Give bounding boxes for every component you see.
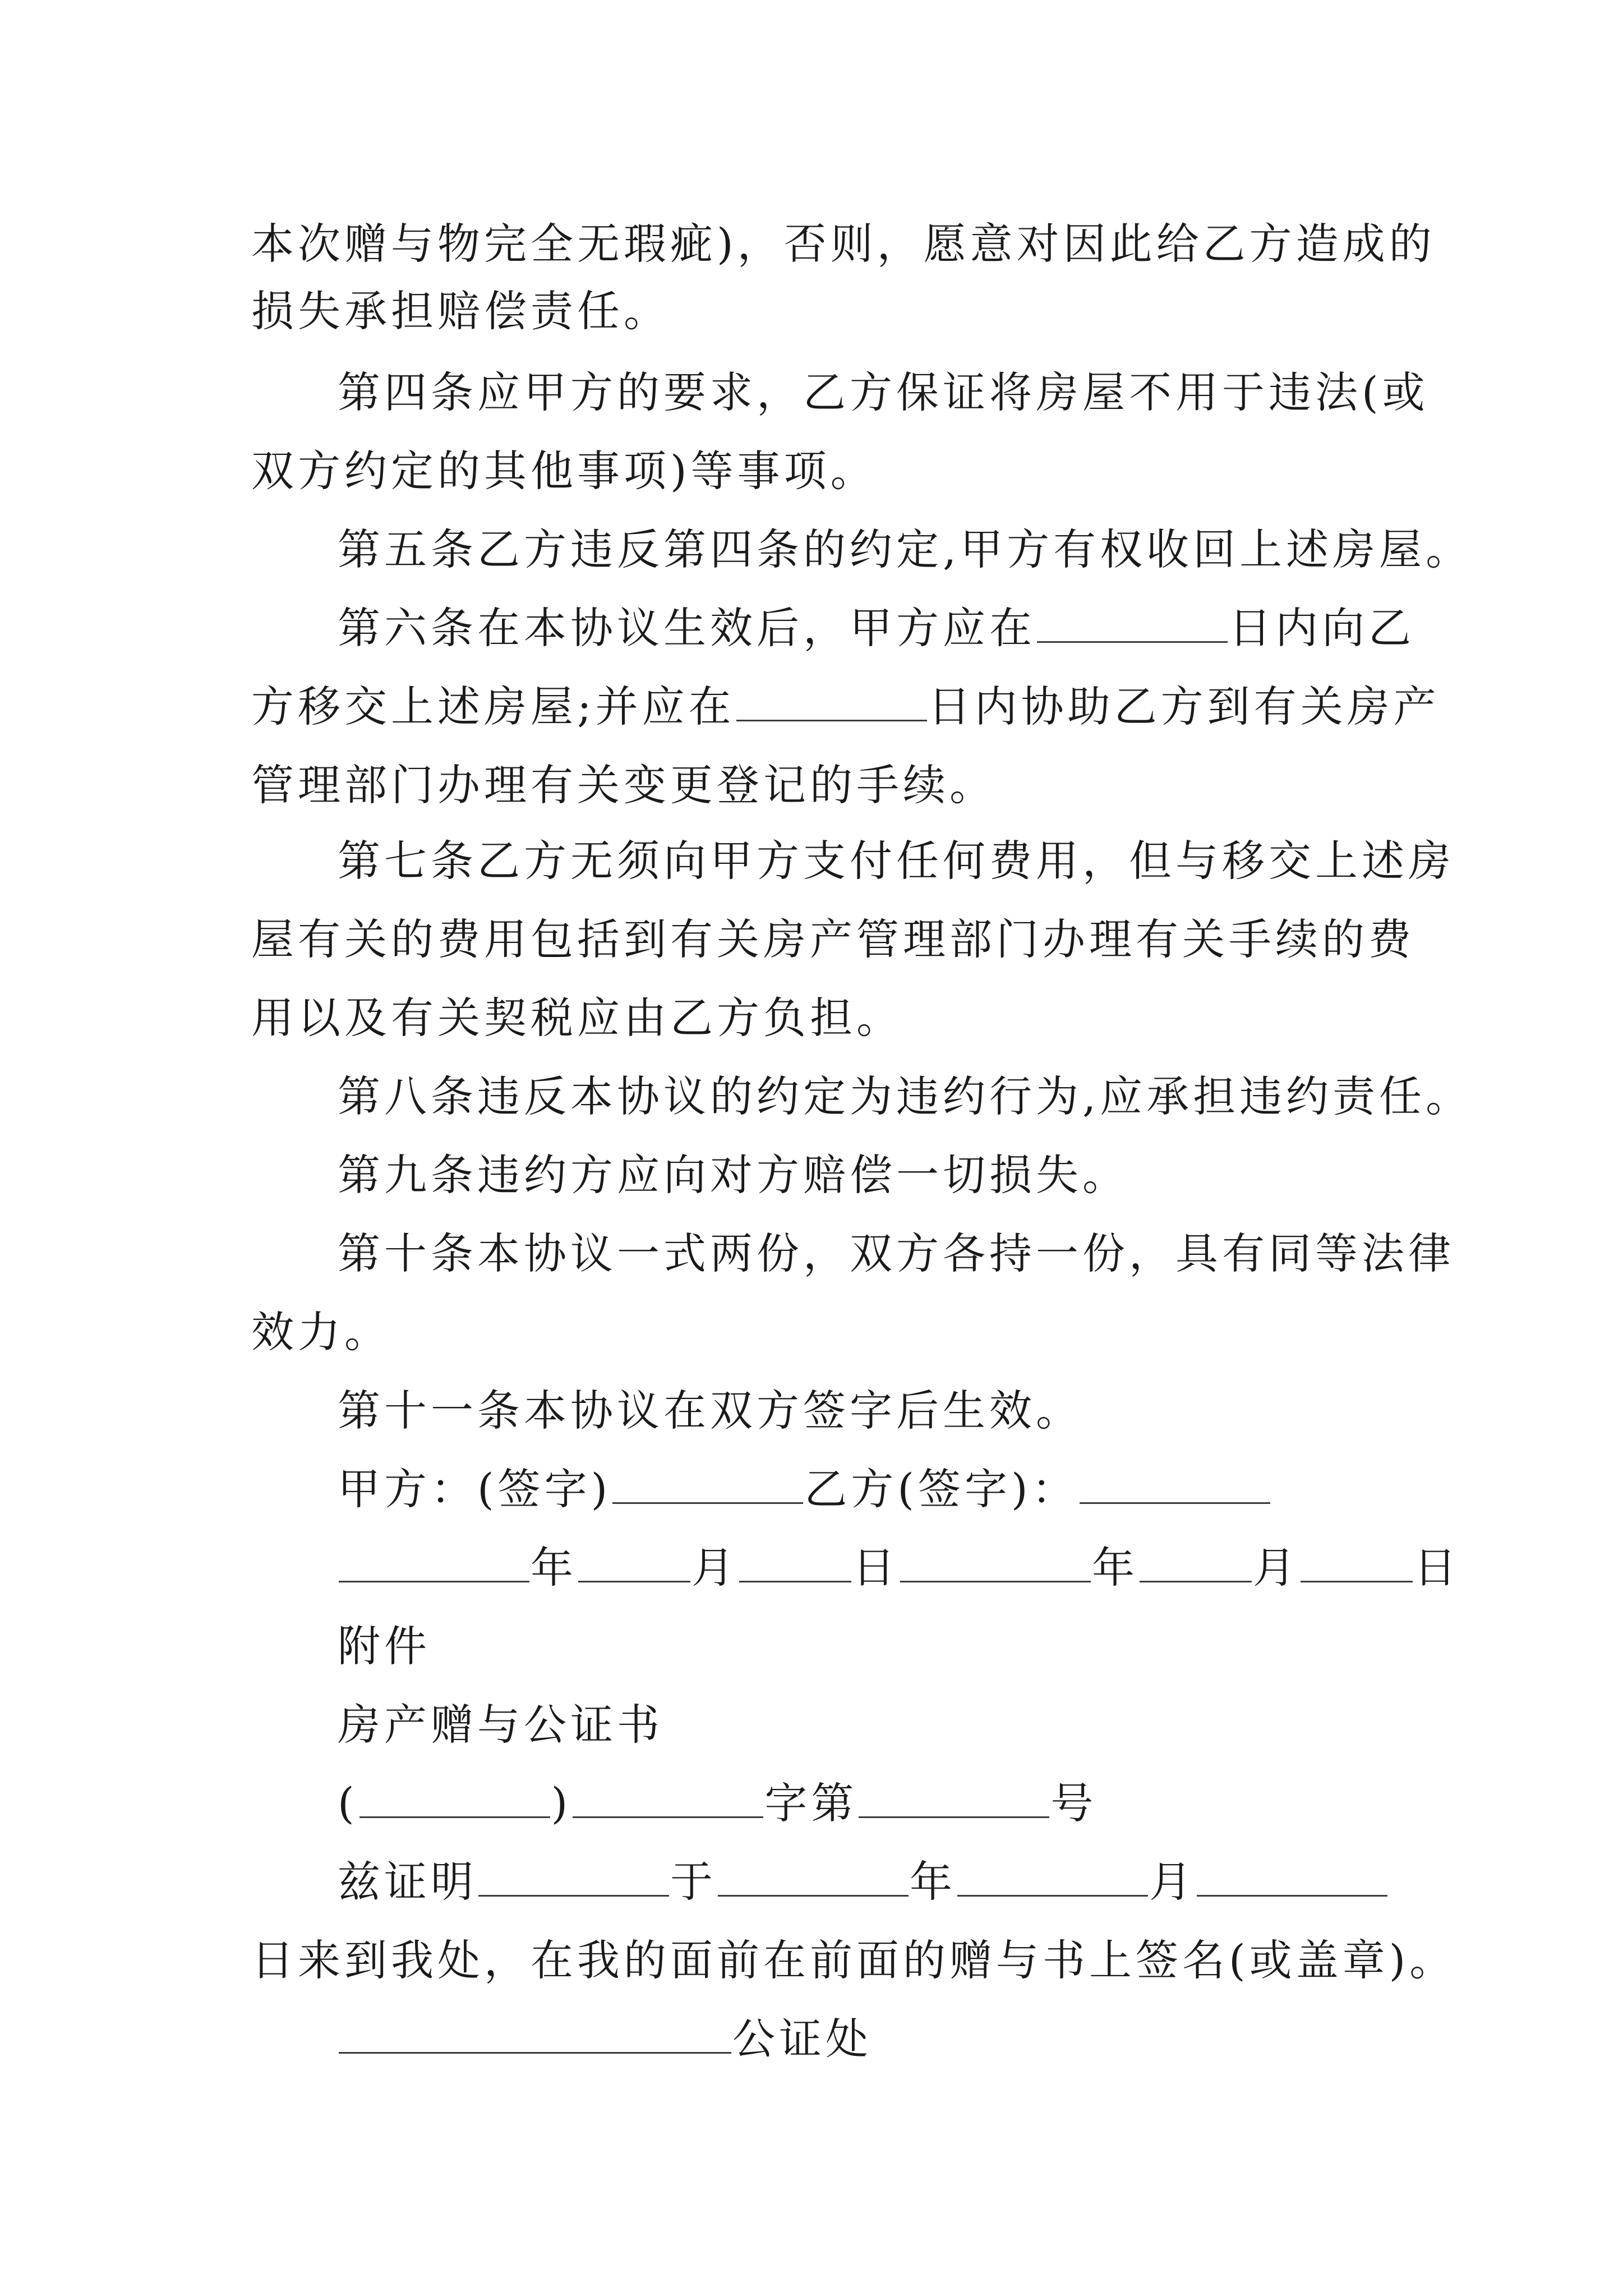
text-run: 效力。	[251, 1307, 391, 1357]
cert-prove-label: 兹证明	[338, 1857, 477, 1907]
day-field[interactable]	[739, 1542, 851, 1582]
article-7-line	[338, 827, 1455, 895]
text-run: 第十条本协议一式两份，双方各持一份，具有同等法律	[338, 1228, 1455, 1278]
notary-name-field[interactable]	[339, 2013, 731, 2054]
paragraph-line	[251, 673, 1440, 740]
certificate-title	[338, 1691, 1384, 1759]
day-label: 日	[852, 1543, 899, 1593]
article-4-line	[338, 359, 1429, 426]
cert-day-field[interactable]	[1197, 1856, 1387, 1897]
year-label: 年	[1092, 1543, 1138, 1593]
text-run: 第四条应甲方的要求，乙方保证将房屋不用于违法(或	[338, 367, 1429, 417]
cert-year-field[interactable]	[573, 1777, 763, 1818]
article-5-line	[338, 516, 1473, 583]
text-run: 第六条在本协议生效后，甲方应在	[338, 603, 1036, 653]
paragraph-line	[251, 906, 1415, 973]
cert-number-field[interactable]	[859, 1777, 1049, 1818]
certificate-number-line	[338, 1770, 1384, 1837]
text-run: 第十一条本协议在双方签字后生效。	[338, 1386, 1082, 1435]
party-b-label: 乙方(签字)：	[804, 1464, 1078, 1514]
article-11-line	[338, 1377, 1384, 1444]
text-run: 双方约定的其他事项)等事项。	[251, 446, 877, 496]
paragraph-line	[251, 438, 1384, 505]
year-label: 年	[531, 1543, 577, 1593]
text-run: 房产赠与公证书	[338, 1700, 663, 1750]
cert-hao-label: 号	[1050, 1778, 1098, 1828]
fill-blank-days[interactable]	[736, 680, 927, 721]
text-run: 本次赠与物完全无瑕疵)，否则，愿意对因此给乙方造成的	[251, 219, 1436, 269]
text-run: 第五条乙方违反第四条的约定,甲方有权收回上述房屋。	[338, 524, 1473, 574]
paragraph-line	[251, 1927, 1456, 1994]
month-field[interactable]	[578, 1542, 690, 1582]
text-run: 日内协助乙方到有关房产	[928, 682, 1440, 731]
cert-zi-label: 字第	[764, 1778, 858, 1828]
year-field[interactable]	[900, 1542, 1091, 1582]
text-run: 附件	[338, 1621, 431, 1671]
text-run: 第八条违反本协议的约定为违约行为,应承担违约责任。	[338, 1071, 1473, 1121]
certificate-body-line	[338, 1848, 1384, 1916]
text-run: 方移交上述房屋;并应在	[251, 682, 735, 731]
fill-blank-days[interactable]	[1037, 602, 1228, 643]
close-paren: )	[551, 1778, 572, 1828]
party-a-label: 甲方：(签字)	[338, 1464, 612, 1514]
paragraph-line	[251, 278, 1384, 345]
notary-label: 公证处	[732, 2014, 872, 2064]
article-8-line	[338, 1063, 1473, 1130]
day-label: 日	[1414, 1543, 1460, 1593]
year-field[interactable]	[339, 1542, 529, 1582]
text-run: 第七条乙方无须向甲方支付任何费用，但与移交上述房	[338, 836, 1455, 886]
cert-month-label: 月	[1149, 1857, 1196, 1907]
cert-year-label: 年	[910, 1857, 956, 1907]
cert-prefix-field[interactable]	[359, 1777, 550, 1818]
paragraph-line	[251, 1299, 1384, 1366]
paragraph-line	[251, 210, 1436, 278]
text-run: 用以及有关契税应由乙方负担。	[251, 993, 903, 1043]
text-run: 日内向乙	[1229, 603, 1415, 653]
text-run: 第九条违约方应向对方赔偿一切损失。	[338, 1150, 1129, 1200]
date-line	[338, 1534, 1460, 1602]
cert-yu-label: 于	[670, 1857, 717, 1907]
party-b-signature-field[interactable]	[1080, 1463, 1270, 1504]
paragraph-line	[251, 752, 1384, 819]
cert-year-field[interactable]	[718, 1856, 909, 1897]
cert-month-field[interactable]	[957, 1856, 1148, 1897]
text-run: 屋有关的费用包括到有关房产管理部门办理有关手续的费	[251, 914, 1415, 964]
cert-person-field[interactable]	[478, 1856, 669, 1897]
article-6-line	[338, 595, 1415, 662]
month-label: 月	[691, 1543, 738, 1593]
open-paren: (	[338, 1778, 358, 1828]
article-9-line	[338, 1142, 1384, 1209]
text-run: 管理部门办理有关变更登记的手续。	[251, 760, 996, 810]
article-10-line	[338, 1220, 1455, 1287]
party-a-signature-field[interactable]	[612, 1463, 803, 1504]
signature-line	[338, 1456, 1384, 1523]
month-label: 月	[1253, 1543, 1299, 1593]
notary-line	[338, 2005, 1384, 2073]
month-field[interactable]	[1140, 1542, 1252, 1582]
attachment-heading	[338, 1613, 1384, 1680]
paragraph-line	[251, 984, 1384, 1052]
text-run: 损失承担赔偿责任。	[251, 286, 670, 336]
day-field[interactable]	[1301, 1542, 1413, 1582]
text-run: 日来到我处，在我的面前在前面的赠与书上签名(或盖章)。	[251, 1935, 1456, 1985]
